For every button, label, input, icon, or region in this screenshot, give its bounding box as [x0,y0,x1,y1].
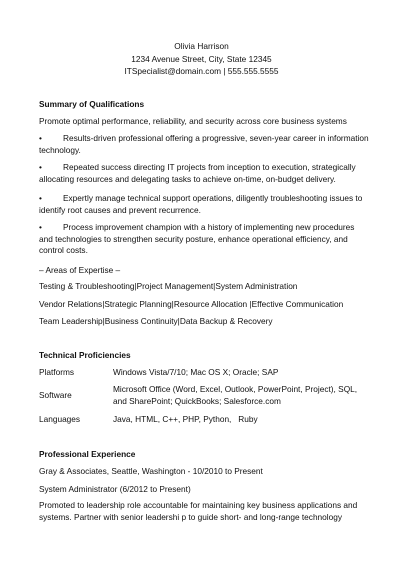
experience-heading: Professional Experience [39,449,136,459]
candidate-name: Olivia Harrison [174,41,229,51]
bullet-icon: • [39,193,42,203]
experience-employer: Gray & Associates, Seattle, Washington - 10/2010 to Present [39,466,263,476]
summary-bullet-text: Process improvement champion with a history of implementing new procedures and technologies to strengthen security posture, enhance operational efficiency, and control costs. [39,222,355,255]
summary-intro: Promote optimal performance, reliability, and security across core business systems [39,116,347,126]
summary-bullet-2 [39,162,369,185]
expertise-row: Team Leadership|Business Continuity|Data Backup & Recovery [39,316,273,326]
technical-value-software: Microsoft Office (Word, Excel, Outlook, PowerPoint, Project), SQL, and SharePoint; QuickBooks; Salesforce.com [113,384,358,406]
summary-bullet-3 [39,193,369,216]
technical-value-languages: Java, HTML, C++, PHP, Python, Ruby [113,414,258,424]
summary-bullet-1 [39,133,369,156]
bullet-icon: • [39,222,42,232]
experience-position: System Administrator (6/2012 to Present) [39,484,191,494]
bullet-icon: • [39,133,42,143]
technical-label-languages: Languages [39,414,81,424]
experience-description: Promoted to leadership role accountable for maintaining key business applications and systems. Partner with senior leadershi p to guide short- and long-range technology [39,500,358,522]
expertise-heading: – Areas of Expertise – [39,265,121,275]
technical-value-platforms: Windows Vista/7/10; Mac OS X; Oracle; SAP [113,367,279,377]
technical-heading: Technical Proficiencies [39,350,131,360]
summary-bullet-text: Results-driven professional offering a progressive, seven-year career in information technology. [39,133,369,155]
summary-bullet-text: Repeated success directing IT projects from inception to execution, strategically allocating resources and delegating tasks to achieve on-time, on-budget delivery. [39,162,356,184]
technical-label-platforms: Platforms [39,367,75,377]
expertise-row: Vendor Relations|Strategic Planning|Resource Allocation |Effective Communication [39,299,344,309]
summary-bullet-text: Expertly manage technical support operations, diligently troubleshooting issues to identify root causes and prevent recurrence. [39,193,363,215]
candidate-address: 1234 Avenue Street, City, State 12345 [131,53,272,64]
candidate-contact: ITSpecialist@domain.com | 555.555.5555 [124,66,279,76]
bullet-icon: • [39,162,42,172]
technical-label-software: Software [39,390,72,400]
expertise-row: Testing & Troubleshooting|Project Management|System Administration [39,281,298,291]
summary-bullet-4 [39,222,369,257]
summary-heading: Summary of Qualifications [39,99,145,109]
